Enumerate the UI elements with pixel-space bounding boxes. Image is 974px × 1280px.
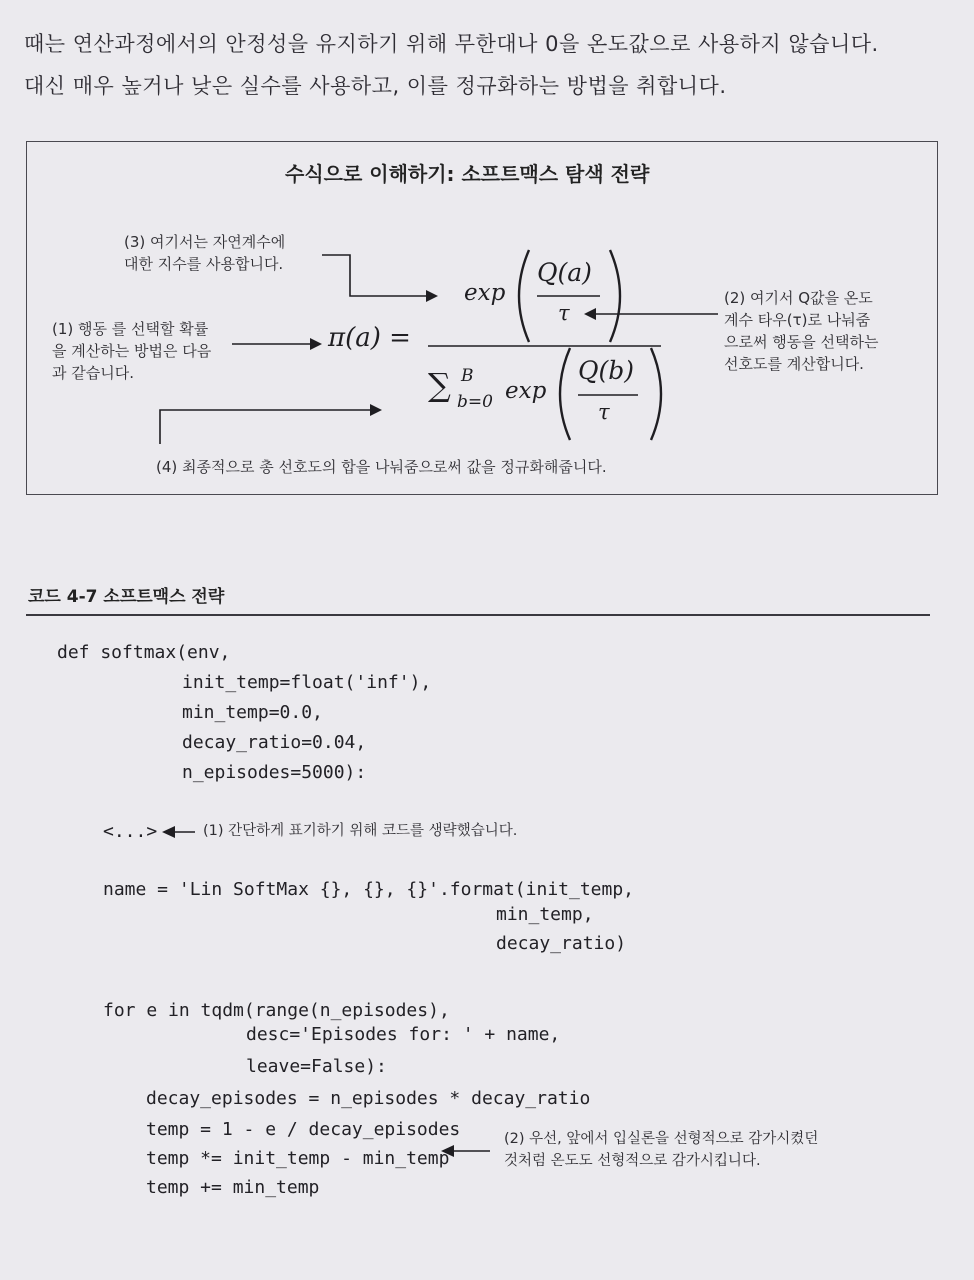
formula-box-title: 수식으로 이해하기: 소프트맥스 탐색 전략 (285, 162, 650, 186)
code-line: def softmax(env, (57, 642, 231, 663)
code-line: min_temp, (496, 904, 594, 925)
code-line: name = 'Lin SoftMax {}, {}, {}'.format(init_temp, (103, 879, 635, 900)
denominator-q: Q(b) (578, 356, 635, 385)
code-line: init_temp=float('inf'), (182, 672, 432, 693)
code-line: <...> (103, 821, 158, 842)
numerator-exp: exp (464, 280, 506, 306)
numerator-tau: τ (558, 301, 570, 325)
code-line: decay_ratio=0.04, (182, 732, 367, 753)
formula-note-4: (4) 최종적으로 총 선호도의 합을 나눠줌으로써 값을 정규화해줍니다. (156, 458, 607, 476)
code-title-rule (26, 614, 930, 616)
formula-note-1: (1) 행동 를 선택할 확률 을 계산하는 방법은 다음 과 같습니다. (52, 320, 212, 382)
code-line: temp *= init_temp - min_temp (146, 1148, 450, 1169)
numerator-q: Q(a) (537, 258, 592, 287)
denominator-exp: exp (505, 378, 547, 404)
intro-line-2: 대신 매우 높거나 낮은 실수를 사용하고, 이를 정규화하는 방법을 취합니다. (24, 74, 727, 98)
code-listing-title: 코드 4-7 소프트맥스 전략 (28, 587, 225, 607)
code-line: n_episodes=5000): (182, 762, 367, 783)
sum-symbol: ∑ (428, 366, 451, 404)
code-line: desc='Episodes for: ' + name, (246, 1024, 561, 1045)
code-line: temp += min_temp (146, 1177, 320, 1198)
sum-lower: b=0 (457, 392, 493, 412)
code-line: leave=False): (246, 1056, 387, 1077)
intro-line-1: 때는 연산과정에서의 안정성을 유지하기 위해 무한대나 0을 온도값으로 사용하지 않습니다. (24, 32, 879, 56)
formula-note-2: (2) 여기서 Q값을 온도 계수 타우(τ)로 나눠줌 으로써 행동을 선택하는 선호도를 계산합니다. (724, 289, 879, 373)
formula-lhs: π(a) = (328, 323, 411, 353)
code-line: decay_episodes = n_episodes * decay_ratio (146, 1088, 591, 1109)
sum-upper: B (461, 366, 474, 386)
code-line: min_temp=0.0, (182, 702, 323, 723)
code-note-1: (1) 간단하게 표기하기 위해 코드를 생략했습니다. (203, 823, 518, 839)
code-line: temp = 1 - e / decay_episodes (146, 1119, 461, 1140)
denominator-tau: τ (598, 400, 610, 424)
code-line: for e in tqdm(range(n_episodes), (103, 1000, 450, 1021)
formula-note-3: (3) 여기서는 자연계수에 대한 지수를 사용합니다. (124, 233, 286, 273)
code-line: decay_ratio) (496, 933, 627, 954)
code-note-2: (2) 우선, 앞에서 입실론을 선형적으로 감가시켰던 것처럼 온도도 선형적으로 감가시킵니다. (504, 1131, 819, 1169)
